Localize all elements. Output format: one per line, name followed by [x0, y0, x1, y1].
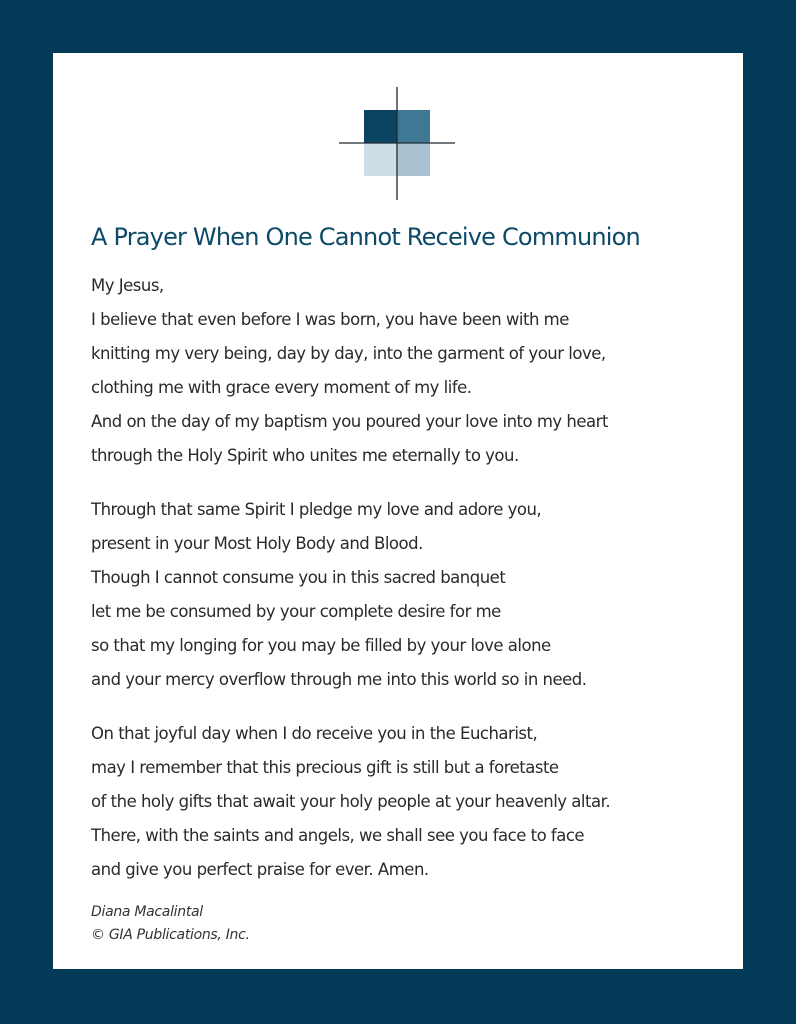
prayer-title: A Prayer When One Cannot Receive Communion: [91, 223, 640, 251]
author-credit: Diana Macalintal: [91, 904, 203, 920]
prayer-line: may I remember that this precious gift is still but a foretaste: [91, 758, 559, 777]
cross-quadrant-squares-icon: [337, 83, 457, 203]
prayer-line: Through that same Spirit I pledge my love and adore you,: [91, 500, 542, 519]
prayer-line: And on the day of my baptism you poured your love into my heart: [91, 412, 608, 431]
prayer-line: and your mercy overflow through me into this world so in need.: [91, 670, 587, 689]
prayer-line: let me be consumed by your complete desire for me: [91, 602, 501, 621]
copyright-notice: © GIA Publications, Inc.: [91, 927, 250, 943]
prayer-body: [91, 269, 731, 887]
prayer-line: I believe that even before I was born, you have been with me: [91, 310, 569, 329]
prayer-line: On that joyful day when I do receive you in the Eucharist,: [91, 724, 538, 743]
emblem-square-top-right: [397, 110, 430, 143]
prayer-line: clothing me with grace every moment of my life.: [91, 378, 472, 397]
prayer-card: [53, 53, 743, 969]
emblem-square-bottom-left: [364, 143, 397, 176]
credits: [91, 901, 250, 947]
prayer-line: There, with the saints and angels, we shall see you face to face: [91, 826, 585, 845]
emblem-square-top-left: [364, 110, 397, 143]
prayer-line: knitting my very being, day by day, into the garment of your love,: [91, 344, 606, 363]
prayer-line: and give you perfect praise for ever. Amen.: [91, 860, 429, 879]
stanza-2: [91, 493, 731, 697]
prayer-line: through the Holy Spirit who unites me eternally to you.: [91, 446, 519, 465]
prayer-line: so that my longing for you may be filled by your love alone: [91, 636, 551, 655]
stanza-1: [91, 269, 731, 473]
prayer-line: of the holy gifts that await your holy people at your heavenly altar.: [91, 792, 611, 811]
emblem-square-bottom-right: [397, 143, 430, 176]
stanza-3: [91, 717, 731, 887]
prayer-line: present in your Most Holy Body and Blood.: [91, 534, 423, 553]
stanza-divider: [91, 697, 731, 717]
prayer-line: My Jesus,: [91, 276, 164, 295]
stanza-divider: [91, 473, 731, 493]
prayer-line: Though I cannot consume you in this sacred banquet: [91, 568, 506, 587]
